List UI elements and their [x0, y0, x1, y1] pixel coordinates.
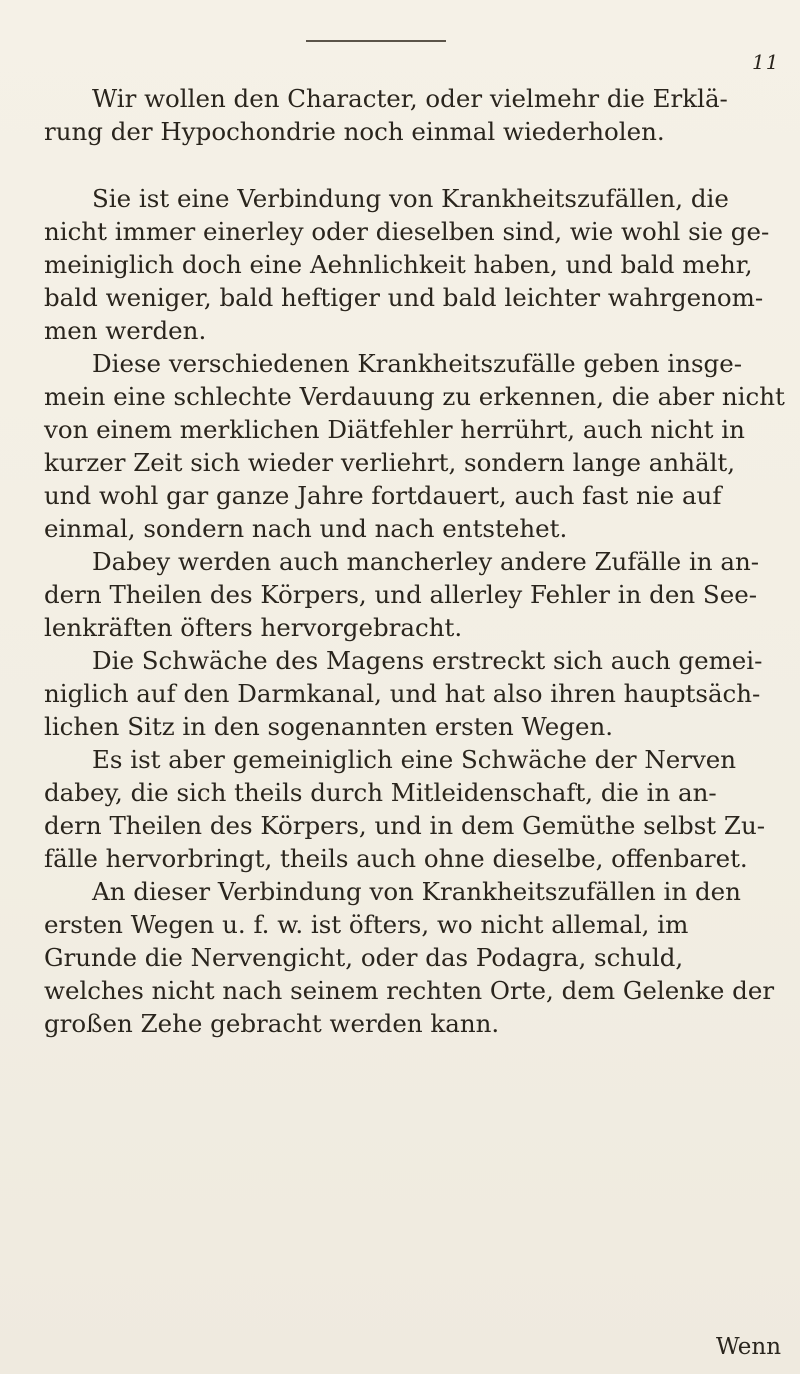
catchword: Wenn: [716, 1334, 782, 1360]
paragraph-6: [44, 743, 792, 875]
text-line: lenkräften öfters hervorgebracht.: [44, 613, 463, 642]
text-line: lichen Sitz in den sogenannten ersten Wegen.: [44, 712, 614, 741]
paragraph-2: [44, 182, 792, 347]
text-line: Die Schwäche des Magens erstreckt sich auch gemei-: [92, 646, 763, 675]
text-line: meiniglich doch eine Aehnlichkeit haben, und bald mehr,: [44, 250, 753, 279]
paragraph-4: [44, 545, 792, 644]
text-line: und wohl gar ganze Jahre fortdauert, auch fast nie auf: [44, 481, 722, 510]
paragraph-3: [44, 347, 792, 545]
text-line: von einem merklichen Diätfehler herrührt, auch nicht in: [44, 415, 745, 444]
body-text: [44, 82, 792, 1040]
text-line: einmal, sondern nach und nach entstehet.: [44, 514, 568, 543]
text-line: kurzer Zeit sich wieder verliehrt, sondern lange anhält,: [44, 448, 736, 477]
text-line: welches nicht nach seinem rechten Orte, dem Gelenke der: [44, 976, 775, 1005]
text-line: bald weniger, bald heftiger und bald leichter wahrgenom-: [44, 283, 764, 312]
text-line: Wir wollen den Character, oder vielmehr die Erklä-: [92, 84, 728, 113]
text-line: Grunde die Nervengicht, oder das Podagra, schuld,: [44, 943, 684, 972]
text-line: dern Theilen des Körpers, und allerley Fehler in den See-: [44, 580, 757, 609]
text-line: fälle hervorbringt, theils auch ohne dieselbe, offenbaret.: [44, 844, 748, 873]
paragraph-5: [44, 644, 792, 743]
text-line: Diese verschiedenen Krankheitszufälle geben insge-: [92, 349, 743, 378]
text-line: rung der Hypochondrie noch einmal wiederholen.: [44, 117, 665, 146]
text-line: Sie ist eine Verbindung von Krankheitszufällen, die: [92, 184, 729, 213]
text-line: men werden.: [44, 316, 207, 345]
text-line: mein eine schlechte Verdauung zu erkennen, die aber nicht: [44, 382, 785, 411]
text-line: großen Zehe gebracht werden kann.: [44, 1009, 500, 1038]
text-line: dabey, die sich theils durch Mitleidenschaft, die in an-: [44, 778, 717, 807]
text-line: Dabey werden auch mancherley andere Zufälle in an-: [92, 547, 760, 576]
text-line: niglich auf den Darmkanal, und hat also ihren hauptsäch-: [44, 679, 761, 708]
text-line: nicht immer einerley oder dieselben sind, wie wohl sie ge-: [44, 217, 770, 246]
header-rule: [306, 40, 446, 42]
text-line: dern Theilen des Körpers, und in dem Gemüthe selbst Zu-: [44, 811, 766, 840]
page-number: 11: [752, 50, 780, 74]
paragraph-1: [44, 82, 792, 148]
text-line: ersten Wegen u. f. w. ist öfters, wo nicht allemal, im: [44, 910, 689, 939]
text-line: Es ist aber gemeiniglich eine Schwäche der Nerven: [92, 745, 737, 774]
paragraph-7: [44, 875, 792, 1040]
text-line: An dieser Verbindung von Krankheitszufällen in den: [92, 877, 741, 906]
